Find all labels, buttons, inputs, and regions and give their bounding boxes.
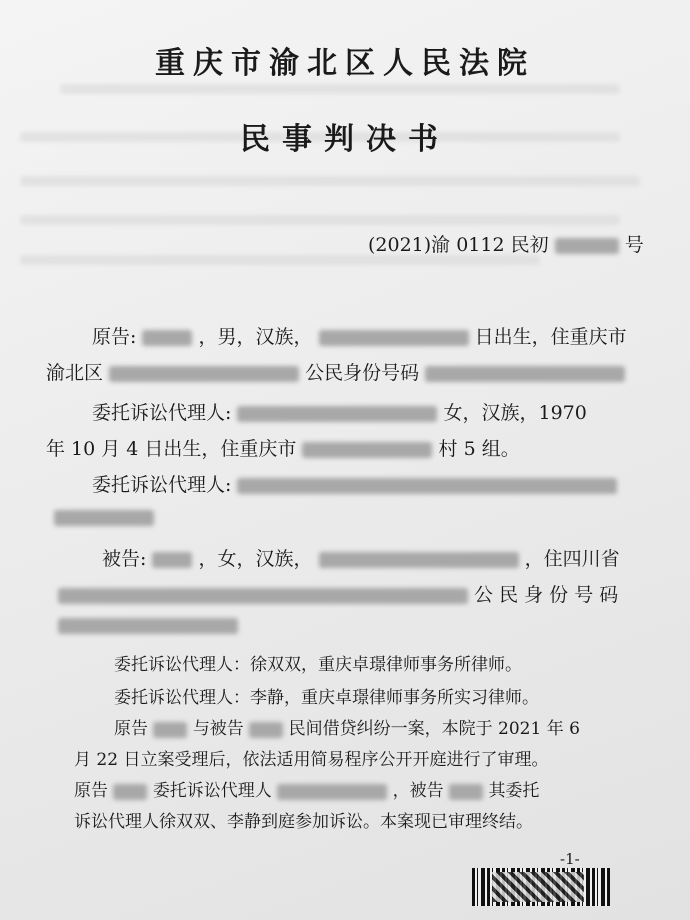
case-paragraph-line: 月 22 日立案受理后，依法适用简易程序公开开庭进行了审理。	[74, 750, 549, 770]
redaction-mark	[449, 784, 483, 800]
text-segment: 女，汉族，1970	[443, 402, 587, 424]
redaction-mark	[152, 552, 192, 568]
bleed-through-line	[20, 176, 640, 186]
security-code-icon	[492, 872, 584, 902]
defendant-agent-line: 委托诉讼代理人：李静，重庆卓璟律师事务所实习律师。	[114, 688, 539, 708]
text-segment: ，住四川省	[524, 548, 620, 570]
text-segment: 民间借贷纠纷一案，本院于 2021 年 6	[288, 719, 580, 739]
agent-continuation-line	[54, 506, 154, 528]
case-paragraph-line	[114, 714, 580, 739]
case-number	[368, 230, 644, 257]
case-number-prefix: (2021)渝 0112 民初	[368, 234, 549, 256]
text-segment: 委托诉讼代理人:	[92, 474, 232, 496]
text-segment: ，男，汉族，	[198, 326, 313, 348]
text-segment: 原告:	[92, 326, 137, 348]
bleed-through-line	[60, 84, 620, 94]
redaction-mark	[109, 366, 299, 382]
case-paragraph-line: 诉讼代理人徐双双、李静到庭参加诉讼。本案现已审理终结。	[74, 812, 533, 832]
defendant-agent-line: 委托诉讼代理人：徐双双，重庆卓璟律师事务所律师。	[114, 655, 522, 675]
redaction-mark	[319, 552, 519, 568]
case-paragraph-line	[74, 776, 539, 801]
text-segment: 渝北区	[46, 362, 104, 384]
bleed-through-line	[20, 215, 620, 225]
redaction-mark	[54, 510, 154, 526]
text-segment: 村 5 组。	[438, 438, 520, 460]
plaintiff-address-line	[46, 358, 625, 385]
case-number-suffix: 号	[624, 234, 644, 256]
defendant-id-line	[58, 580, 618, 607]
redaction-mark	[302, 442, 432, 458]
page-number: -1-	[560, 850, 580, 868]
redaction-mark	[142, 330, 192, 346]
text-segment: 公 民 身 份 号 码	[474, 584, 619, 606]
text-segment: 委托诉讼代理人	[152, 781, 272, 801]
redaction-mark	[58, 588, 468, 604]
text-segment: 与被告	[192, 719, 244, 739]
redaction-mark	[425, 366, 625, 382]
text-segment: 公民身份号码	[305, 362, 420, 384]
text-segment: 年 10 月 4 日出生，住重庆市	[46, 438, 297, 460]
text-segment: 其委托	[488, 781, 540, 801]
redaction-mark	[555, 238, 619, 254]
redaction-mark	[249, 722, 283, 738]
agent-line	[92, 398, 587, 425]
redaction-mark	[153, 722, 187, 738]
redaction-mark	[319, 330, 469, 346]
defendant-line	[102, 544, 620, 571]
agent-line	[92, 470, 617, 497]
text-segment: 原告	[74, 781, 108, 801]
redaction-mark	[237, 478, 617, 494]
plaintiff-line	[92, 322, 627, 349]
redaction-mark	[277, 784, 387, 800]
text-segment: 委托诉讼代理人:	[92, 402, 232, 424]
court-name-heading: 重庆市渝北区人民法院	[155, 46, 535, 81]
redaction-mark	[113, 784, 147, 800]
redaction-mark	[237, 406, 437, 422]
redaction-mark	[58, 618, 238, 634]
text-segment: 日出生，住重庆市	[474, 326, 627, 348]
text-segment: ，被告	[392, 781, 444, 801]
text-segment: 被告:	[102, 548, 147, 570]
agent-address-line	[46, 434, 520, 461]
document-type-heading: 民事判决书	[240, 122, 450, 157]
text-segment: ，女，汉族，	[198, 548, 313, 570]
defendant-id-continuation-line	[58, 614, 238, 636]
text-segment: 原告	[114, 719, 148, 739]
